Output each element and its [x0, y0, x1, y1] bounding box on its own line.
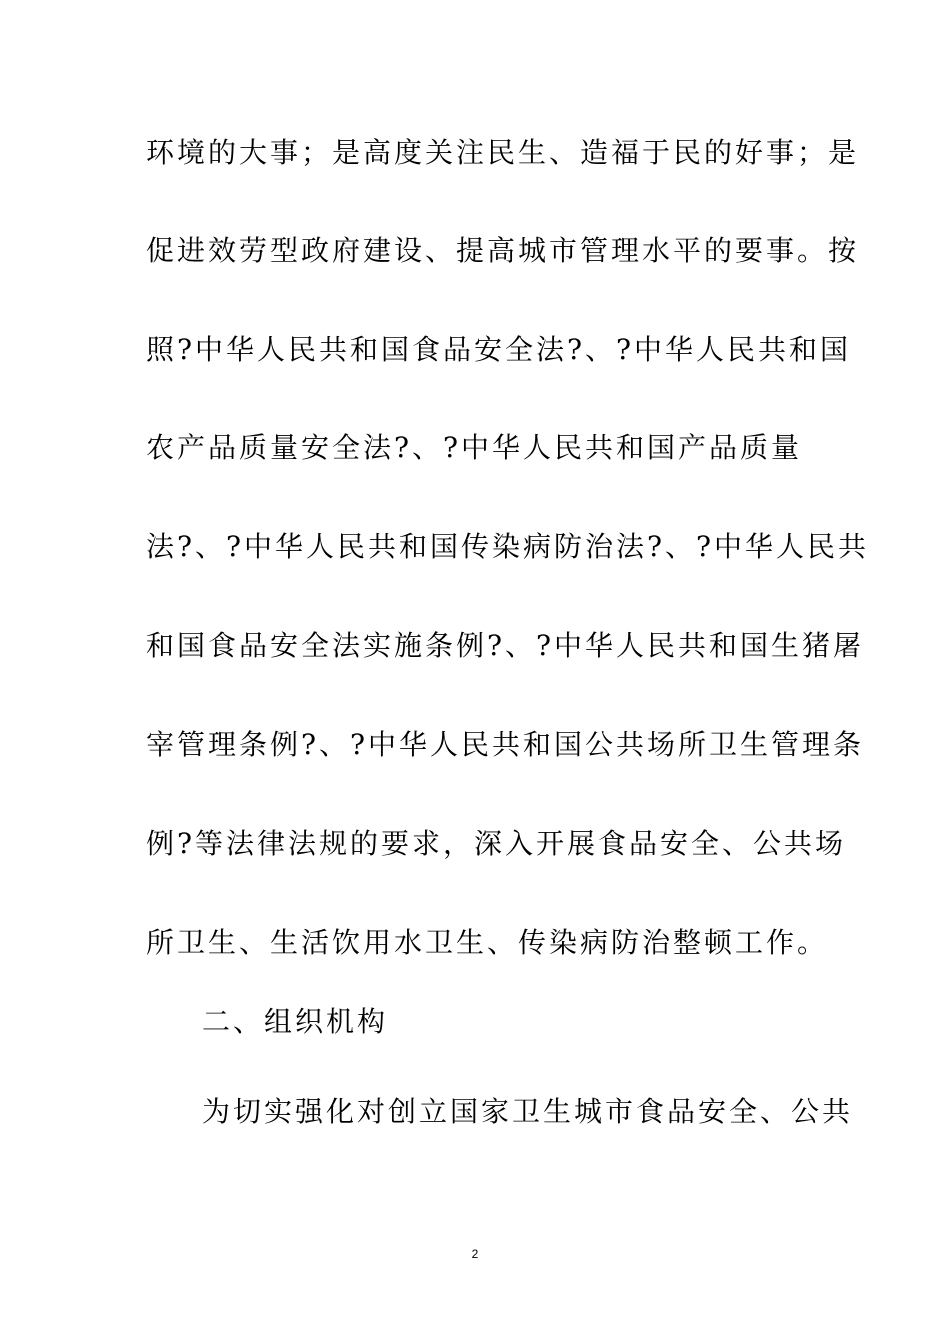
body-text-line: 照?中华人民共和国食品安全法?、?中华人民共和国 — [146, 333, 852, 366]
body-text-line: 环境的大事；是高度关注民生、造福于民的好事；是 — [146, 136, 860, 169]
body-text-line: 农产品质量安全法?、?中华人民共和国产品质量 — [146, 431, 803, 464]
paragraph-first-line: 为切实强化对创立国家卫生城市食品安全、公共 — [202, 1095, 854, 1128]
page-number: 2 — [471, 1247, 479, 1261]
body-text-line: 所卫生、生活饮用水卫生、传染病防治整顿工作。 — [146, 926, 829, 959]
body-text-line: 法?、?中华人民共和国传染病防治法?、?中华人民共 — [146, 530, 870, 563]
body-text-line: 例?等法律法规的要求，深入开展食品安全、公共场 — [146, 827, 847, 860]
section-heading: 二、组织机构 — [202, 1005, 389, 1038]
body-text-line: 促进效劳型政府建设、提高城市管理水平的要事。按 — [146, 234, 860, 267]
body-text-line: 宰管理条例?、?中华人民共和国公共场所卫生管理条 — [146, 728, 865, 761]
body-text-line: 和国食品安全法实施条例?、?中华人民共和国生猪屠 — [146, 629, 865, 662]
